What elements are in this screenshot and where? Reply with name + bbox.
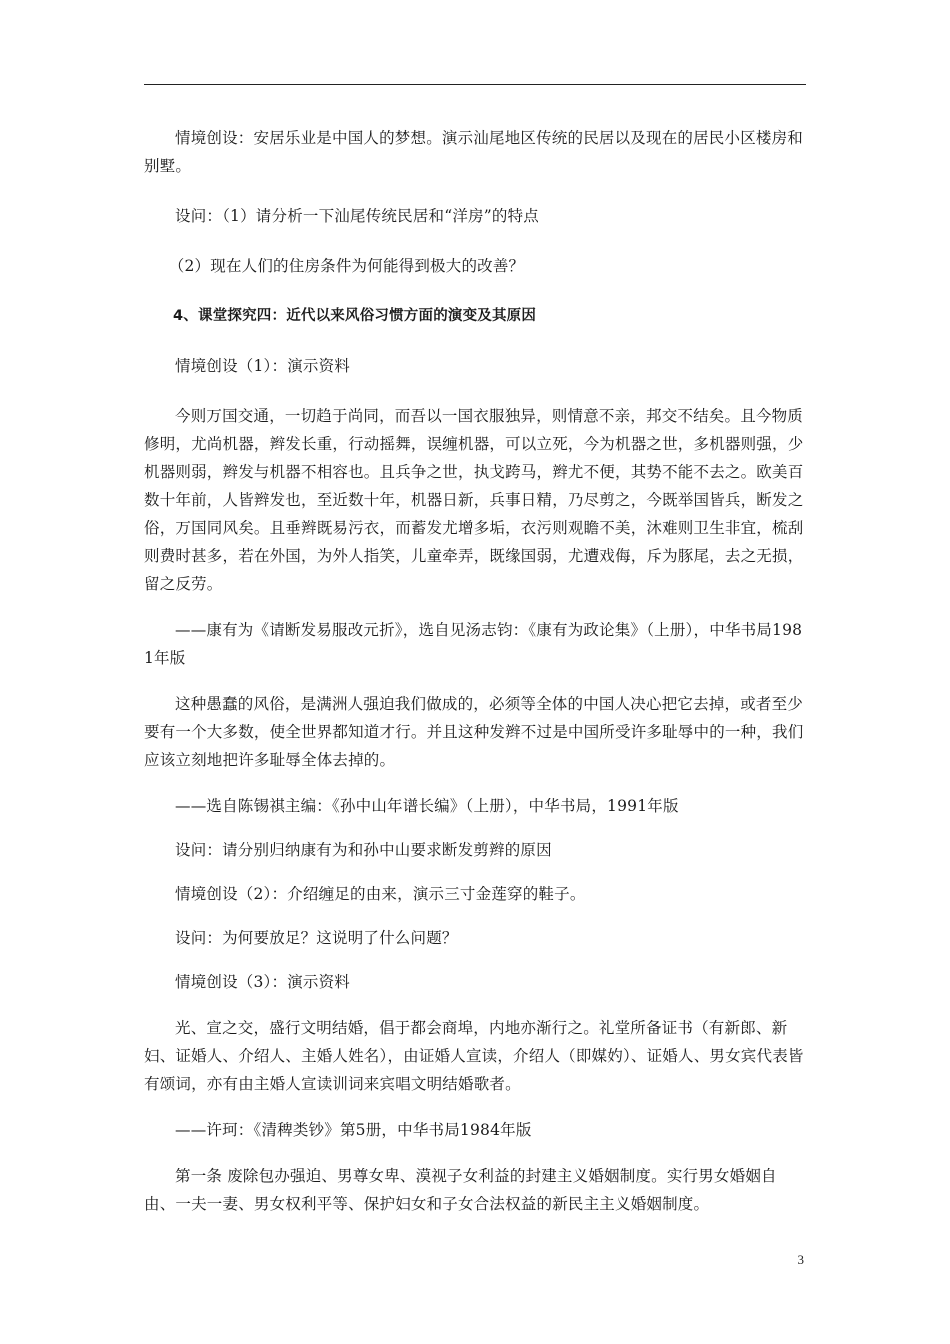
paragraph-situation-2: 情境创设（2）：介绍缠足的由来，演示三寸金莲穿的鞋子。 <box>175 885 586 903</box>
paragraph-question-housing-1: 设问：（1）请分析一下汕尾传统民居和“洋房”的特点 <box>175 207 539 225</box>
paragraph-situation-housing: 情境创设：安居乐业是中国人的梦想。演示汕尾地区传统的民居以及现在的居民小区楼房和别墅。 <box>144 129 804 175</box>
paragraph-question-housing-2: （2）现在人们的住房条件为何能得到极大的改善？ <box>168 257 525 275</box>
paragraph-wedding-quote: 光、宣之交，盛行文明结婚，倡于都会商埠，内地亦渐行之。礼堂所备证书（有新郎、新妇、证婚人、介绍人、主婚人姓名），由证婚人宣读，介绍人（即媒妁）、证婚人、男女宾代表皆有颂词，亦有由主婚人宣读训词来宾唱文明结婚歌者。 <box>144 1019 804 1093</box>
paragraph-kang-quote: 今则万国交通，一切趋于尚同，而吾以一国衣服独异，则情意不亲，邦交不结矣。且今物质修明，尤尚机器，辫发长重，行动摇舞，误缠机器，可以立死，今为机器之世，多机器则强，少机器则弱，辫发与机器不相容也。且兵争之世，执戈跨马，辫尤不便，其势不能不去之。欧美百数十年前，人皆辫发也，至近数十年，机器日新，兵事日精，乃尽剪之，今既举国皆兵，断发之俗，万国同风矣。且垂辫既易污衣，而蓄发尤增多垢，衣污则观瞻不美，沐难则卫生非宜，梳刮则费时甚多，若在外国，为外人指笑，儿童牵弄，既缘国弱，尤遭戏侮，斥为豚尾，去之无损，留之反劳。 <box>144 407 804 593</box>
document-body <box>144 124 808 1218</box>
paragraph-sun-quote: 这种愚蠢的风俗，是满洲人强迫我们做成的，必须等全体的中国人决心把它去掉，或者至少要有一个大多数，使全世界都知道才行。并且这种发辫不过是中国所受许多耻辱中的一种，我们应该立刻地把许多耻辱全体去掉的。 <box>144 695 804 769</box>
header-rule <box>144 84 806 85</box>
paragraph-question-queue: 设问：请分别归纳康有为和孙中山要求断发剪辫的原因 <box>175 841 552 859</box>
paragraph-question-footbinding: 设问：为何要放足？这说明了什么问题？ <box>175 929 458 947</box>
citation-kang: ——康有为《请断发易服改元折》，选自见汤志钧：《康有为政论集》（上册），中华书局1981年版 <box>144 621 803 667</box>
citation-sun: ——选自陈锡祺主编：《孙中山年谱长编》（上册），中华书局，1991年版 <box>175 797 679 815</box>
paragraph-situation-1: 情境创设（1）：演示资料 <box>175 357 351 375</box>
citation-xu-ke: ——许珂：《清稗类钞》第5册，中华书局1984年版 <box>175 1121 532 1139</box>
page-number: 3 <box>797 1252 804 1267</box>
paragraph-situation-3: 情境创设（3）：演示资料 <box>175 973 351 991</box>
paragraph-marriage-law: 第一条 废除包办强迫、男尊女卑、漠视子女利益的封建主义婚姻制度。实行男女婚姻自由、一夫一妻、男女权利平等、保护妇女和子女合法权益的新民主主义婚姻制度。 <box>144 1167 777 1213</box>
section-heading-4: 4、课堂探究四：近代以来风俗习惯方面的演变及其原因 <box>173 308 537 324</box>
